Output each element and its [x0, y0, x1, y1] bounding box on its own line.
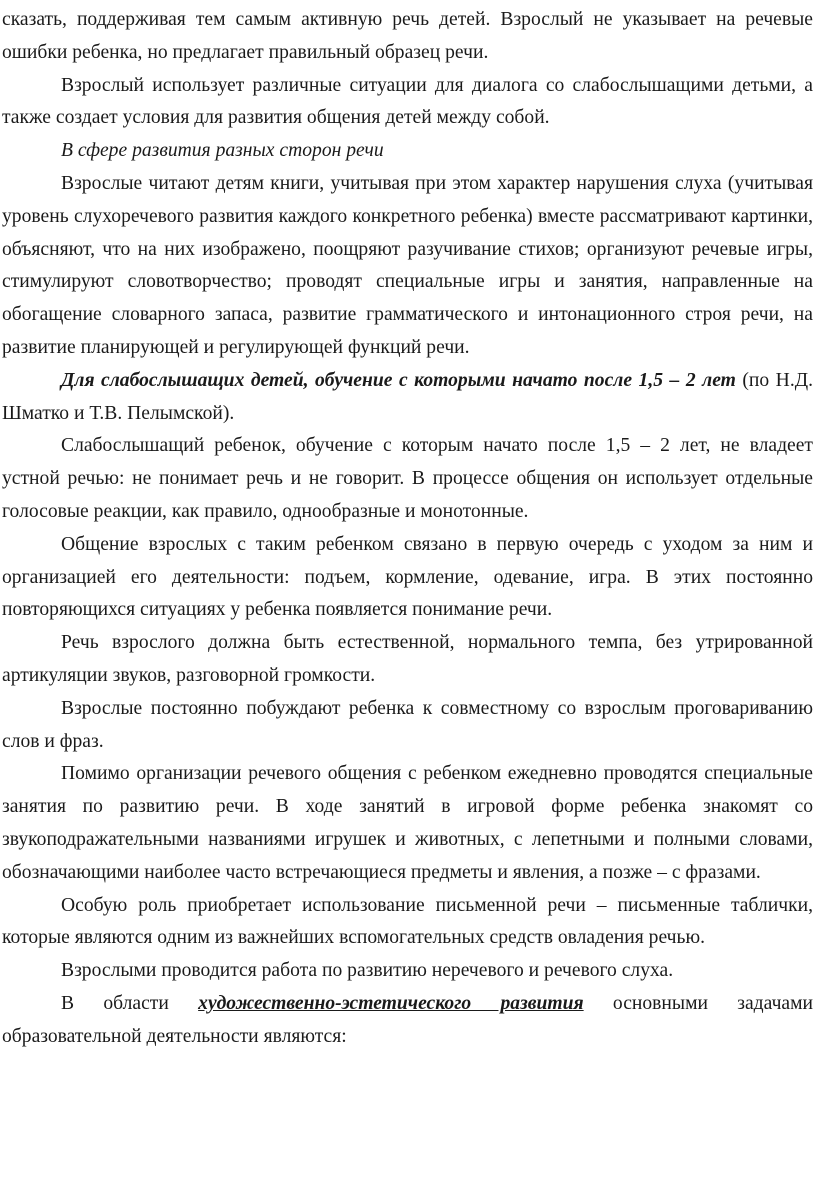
paragraph-heading	[2, 365, 813, 431]
paragraph-continuation: сказать, поддерживая тем самым активную речь детей. Взрослый не указывает на речевые ошибки ребенка, но предлагает правильный образец речи.	[2, 9, 813, 63]
area-term: художественно-эстетического развития	[198, 992, 584, 1014]
paragraph: Взрослые постоянно побуждают ребенка к совместному со взрослым проговариванию слов и фраз.	[2, 697, 813, 752]
bold-italic-heading: Для слабослышащих детей, обучение с которыми начато после 1,5 – 2 лет	[61, 369, 736, 391]
paragraph: Особую роль приобретает использование письменной речи – письменные таблички, которые являются одним из важнейших вспомогательных средств овладения речью.	[2, 894, 813, 949]
paragraph: Слабослышащий ребенок, обучение с которым начато после 1,5 – 2 лет, не владеет устной речью: не понимает речь и не говорит. В процессе общения он использует отдельные голосовые реакции, как правило, однообразные и монотонные.	[2, 435, 813, 522]
paragraph: Взрослыми проводится работа по развитию неречевого и речевого слуха.	[61, 960, 674, 982]
paragraph: Речь взрослого должна быть естественной, нормального темпа, без утрированной артикуляции звуков, разговорной громкости.	[2, 632, 813, 686]
paragraph: Взрослые читают детям книги, учитывая при этом характер нарушения слуха (учитывая уровень слухоречевого развития каждого конкретного ребенка) вместе рассматривают картинки, объясняют, что на них изображено, поощряют разучивание стихов; организуют речевые игры, стимулируют словотворчество; проводят специальные игры и занятия, направленные на обогащение словарного запаса, развитие грамматического и интонационного строя речи, на развитие планирующей и регулирующей функций речи.	[2, 172, 813, 358]
paragraph: Помимо организации речевого общения с ребенком ежедневно проводятся специальные занятия по развитию речи. В ходе занятий в игровой форме ребенка знакомят со звукоподражательными названиями игрушек и животных, с лепетными и полными словами, обозначающими наиболее часто встречающиеся предметы и явления, а позже – с фразами.	[2, 763, 813, 883]
heading-attribution: (по Н.Д. Шматко и Т.В. Пелымской).	[2, 369, 813, 424]
section-subheading: В сфере развития разных сторон речи	[61, 140, 384, 162]
area-intro-post: основными задачами образовательной деятельности являются:	[2, 992, 814, 1047]
paragraph: Общение взрослых с таким ребенком связано в первую очередь с уходом за ним и организацией его деятельности: подъем, кормление, одевание, игра. В этих постоянно повторяющихся ситуациях у ребенка появляется понимание речи.	[2, 533, 813, 621]
paragraph-area-intro	[2, 988, 813, 1054]
area-intro-pre: В области	[61, 992, 199, 1014]
paragraph: Взрослый использует различные ситуации для диалога со слабослышащими детьми, а также создает условия для развития общения детей между собой.	[2, 74, 813, 129]
